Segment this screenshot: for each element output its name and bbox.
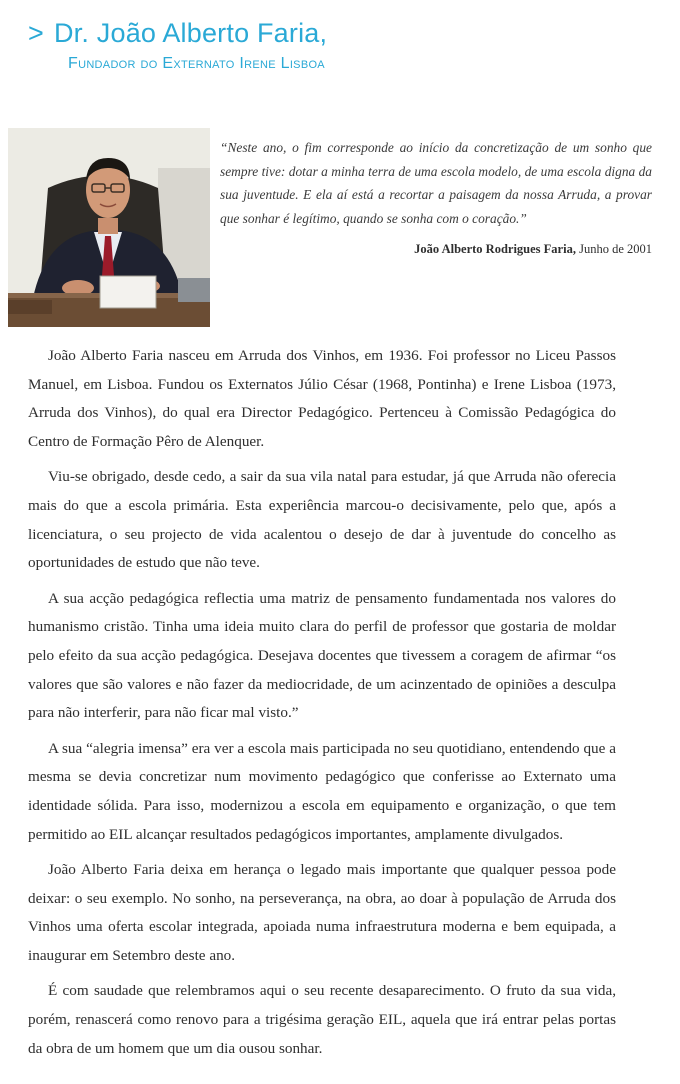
page-subtitle: Fundador do Externato Irene Lisboa [68,55,325,72]
title-text: Dr. João Alberto Faria, [53,18,328,48]
chevron-right-icon: > [28,18,44,48]
quote-date: Junho de 2001 [579,242,652,256]
quote-block [220,136,652,257]
paragraph: A sua “alegria imensa” era ver a escola mais participada no seu quotidiano, entendendo que a mesma se devia concretizar num movimento pedagógico que conferisse ao Externato uma identidade sólida. Para isso, modernizou a escola em equipamento e organização, o que tem permitido ao EIL alcançar resultados pedagógicos importantes, amplamente divulgados. [28,739,616,843]
portrait-photo [8,128,210,327]
article-header [28,18,327,73]
article-body [28,342,616,1070]
quote-text: “Neste ano, o fim corresponde ao início da concretização de um sonho que sempre tive: dotar a minha terra de uma escola modelo, de uma escola digna da sua juventude. E ela aí está a recortar a paisagem da nossa Arruda, a provar que sonhar é legítimo, quando se sonha com o coração.” [220,140,652,226]
paragraph: A sua acção pedagógica reflectia uma matriz de pensamento fundamentada nos valores do humanismo cristão. Tinha uma ideia muito clara do perfil de professor que gostaria de moldar pelo efeito da sua acção pedagógica. Desejava docentes que tivessem a coragem de afirmar “os valores que são valores e não fazer da mediocridade, de um acinzentado de opiniões a desculpa para não interferir, para não ficar mal visto.” [28,589,616,722]
quote-author: João Alberto Rodrigues Faria, [414,242,576,256]
portrait-illustration [8,128,210,327]
page-title [28,18,327,49]
paragraph: João Alberto Faria nasceu em Arruda dos Vinhos, em 1936. Foi professor no Liceu Passos Manuel, em Lisboa. Fundou os Externatos Júlio César (1968, Pontinha) e Irene Lisboa (1973, Arruda dos Vinhos), do qual era Director Pedagógico. Pertenceu à Comissão Pedagógica do Centro de Formação Pêro de Alenquer. [28,347,616,450]
quote-signature [220,242,652,257]
paragraph: É com saudade que relembramos aqui o seu recente desaparecimento. O fruto da sua vida, porém, renascerá como renovo para a trigésima geração EIL, aquela que irá entrar pelas portas da obra de um homem que um dia ousou sonhar. [28,982,616,1057]
paragraph: João Alberto Faria deixa em herança o legado mais importante que qualquer pessoa pode deixar: o seu exemplo. No sonho, na perseverança, na obra, ao doar à população de Arruda dos Vinhos uma oferta escolar integrada, apoiada numa infraestrutura moderna e bem equipada, a inaugurar em Setembro deste ano. [28,861,616,964]
paragraph: Viu-se obrigado, desde cedo, a sair da sua vila natal para estudar, já que Arruda não oferecia mais do que a escola primária. Esta experiência marcou-o decisivamente, pelo que, após a licenciatura, o seu projecto de vida acalentou o desejo de dar à juventude do concelho as oportunidades de estudo que não teve. [28,468,616,572]
